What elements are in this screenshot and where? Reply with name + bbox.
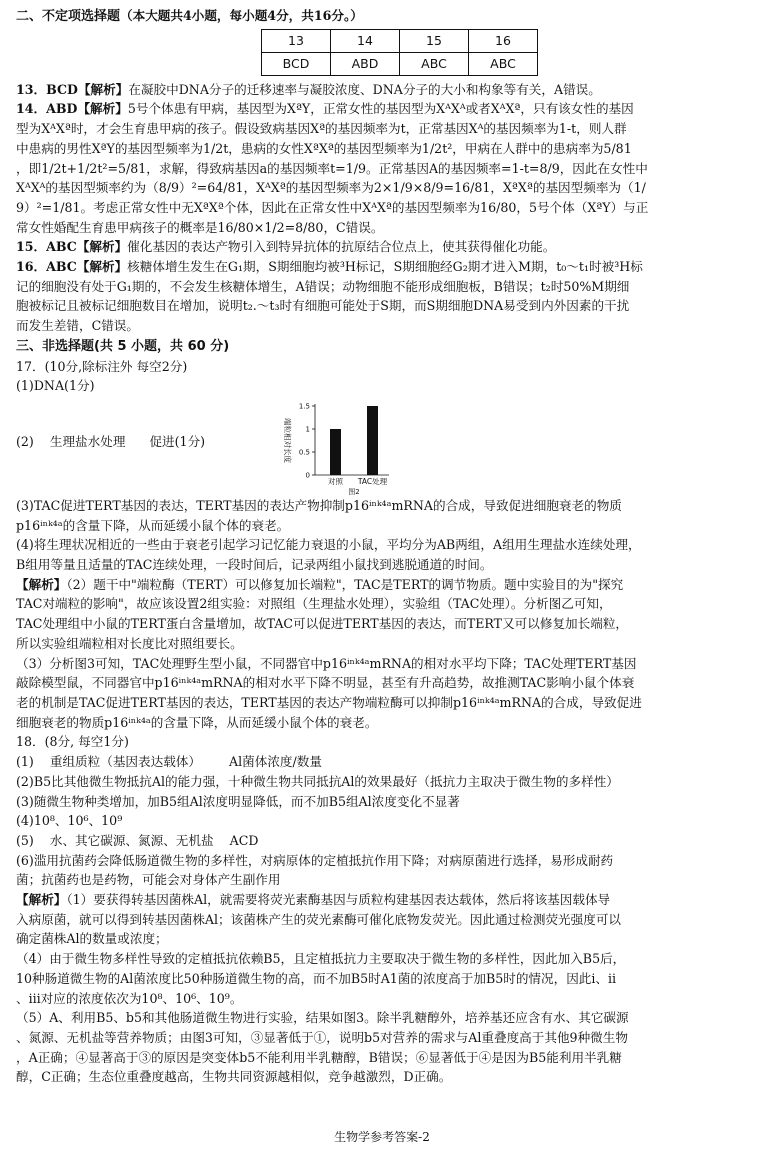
q16-line: 核糖体增生发生在G₁期，S期细胞均被³H标记，S期细胞经G₂期才进入M期，t₀～t₁时被³H标: [127, 259, 643, 275]
q14-answer: [16, 99, 752, 237]
q16-head: 16．ABC【解析】: [16, 259, 128, 275]
q17-a2-second: 促进(1分): [149, 433, 206, 449]
q14-line: ，即1/2t+1/2t²=5/81，求解，得致病基因a的基因频率t=1/9。正常基因A的基因频率=1-t=8/9，因此在女性中: [16, 160, 648, 176]
q17-exp-line: 敲除模型鼠，不同器官中p16ⁱⁿᵏ⁴ᵃmRNA的相对水平下降不明显，甚至有升高趋势，故推测TAC影响小鼠个体衰: [16, 675, 635, 691]
q17-header: 17．(10分,除标注外 每空2分): [16, 358, 188, 374]
q13-head: 13．BCD【解析】: [16, 81, 129, 97]
q17-a4-line: (4)将生理状况相近的一些由于衰老引起学习记忆能力衰退的小鼠，平均分为AB两组，A组用生理盐水连续处理，: [16, 537, 641, 553]
q18-a6-line: 菌；抗菌药也是药物，可能会对身体产生副作用: [16, 872, 281, 888]
q14-head: 14．ABD【解析】: [16, 101, 128, 117]
q18-a1-number: (1): [16, 754, 34, 770]
x-tick-label: TAC处理: [357, 476, 388, 486]
q17-exp-line: （3）分析图3可知，TAC处理野生型小鼠，不同器官中p16ⁱⁿᵏ⁴ᵃmRNA的相对水平均下降；TAC处理TERT基因: [16, 655, 637, 671]
q14-line: 常女性婚配生育患甲病孩子的概率是16/80×1/2=8/80，C错误。: [16, 219, 384, 235]
q18-exp-line: 确定菌株Al的数量或浓度；: [16, 931, 168, 947]
q18-answer-3: (3)随微生物种类增加，加B5组Al浓度明显降低，而不加B5组Al浓度变化不显著: [16, 793, 460, 809]
q16-answer: [16, 257, 752, 336]
q15-text: 催化基因的表达产物引入到特异抗体的抗原结合位点上，使其获得催化功能。: [127, 239, 556, 255]
text-line: [16, 575, 752, 595]
q13-answer: [16, 80, 752, 100]
q17-a2-number: (2): [16, 433, 34, 449]
q18-header: 18．(8分, 每空1分): [16, 734, 129, 750]
bar-chart: [271, 398, 431, 496]
q18-a5-first: 水、其它碳源、氮源、无机盐: [49, 832, 214, 848]
table-answer-cell: ABD: [331, 52, 400, 75]
chart-plot-area: [283, 402, 389, 496]
section3-heading: [16, 336, 752, 357]
section2-note: （本大题共4小题，每小题4分，共16分。）: [120, 8, 363, 23]
q18-exp-line: （5）A、利用B5、b5和其他肠道微生物进行实验，结果如图3。除半乳糖醇外，培养基还应含有水、其它碳源: [16, 1010, 629, 1026]
q14-line: 型为XᴬXª时，才会生育患甲病的孩子。假设致病基因Xª的基因频率为t，正常基因Xᴬ的基因频率为1-t，则人群: [16, 121, 627, 137]
q18-exp-line: 10种肠道微生物的Al菌浓度比50种肠道微生物的高，而不加B5时A1菌的浓度高于加B5时的情况，因此ⅰ、ⅱ: [16, 970, 617, 986]
table-header-cell: 14: [331, 29, 400, 52]
table-header-cell: 13: [262, 29, 331, 52]
bar: [330, 429, 341, 475]
q18-answer-4: (4)10⁸、10⁶、10⁹: [16, 813, 123, 829]
q17-answer-4: [16, 535, 752, 574]
q18-answer-2: (2)B5比其他微生物抵抗Al的能力强，十种微生物共同抵抗Al的效果最好（抵抗力主取决于微生物的多样性）: [16, 773, 619, 789]
q14-line: XᴬXᴬ的基因型频率约为（8/9）²=64/81，XᴬXª的基因型频率为2×1/9×8/9=16/81，XªXª的基因型频率为（1/: [16, 180, 646, 196]
q14-line: 9）²=1/81。考虑正常女性中无XªXª个体，因此在正常女性中XᴬXª的基因型频率为16/80，5号个体（XªY）与正: [16, 199, 649, 215]
q16-line: 而发生差错，C错误。: [16, 318, 139, 334]
table-answer-cell: ABC: [469, 52, 538, 75]
q18-answer-6: [16, 851, 752, 890]
x-tick-label: 对照: [328, 476, 343, 486]
q18-exp-line: 醇，C正确；生态位重叠度越高，生物共同资源越相似，竞争越激烈，D正确。: [16, 1069, 452, 1085]
q18-answer-1: [16, 752, 752, 772]
q18-exp-line: 、氮源、无机盐等营养物质；由图3可知，③显著低于①，说明b5对营养的需求与Al重叠度高于其他9种微生物: [16, 1029, 628, 1045]
table-header-cell: 15: [400, 29, 469, 52]
q17-exp-line: 老的机制是TAC促进TERT基因的表达，TERT基因的表达产物端粒酶可以抑制p16ⁱⁿᵏ⁴ᵃmRNA的合成，导致促进: [16, 694, 642, 710]
q17-explanation: [16, 575, 752, 733]
q18-answer-5: [16, 831, 752, 851]
q18-exp-line: （1）要获得转基因菌株Al，就需要将荧光素酶基因与质粒构建基因表达载体，然后将该基因载体导: [66, 892, 611, 908]
q18-explanation: [16, 890, 752, 1087]
y-tick-label: 1: [305, 425, 310, 434]
q16-line: 胞被标记且被标记细胞数目在增加，说明t₂.～t₃时有细胞可能处于S期，而S期细胞DNA易受到内外因素的干扰: [16, 298, 630, 314]
q18-a1-second: Al菌体浓度/数量: [229, 754, 322, 770]
answer-table-answer-row: [262, 52, 538, 75]
q15-head: 15．ABC【解析】: [16, 239, 128, 255]
q17-answer-2-row: [16, 396, 752, 496]
q17-exp-head: 【解析】: [16, 576, 67, 592]
q17-a3-line: p16ⁱⁿᵏ⁴ᵃ的含量下降，从而延缓小鼠个体的衰老。: [16, 517, 290, 533]
q17-answer-2: [16, 432, 205, 452]
q16-line: 记的细胞没有处于G₁期的，不会发生核糖体增生，A错误；动物细胞不能形成细胞板，B错误；t₂时50%M期细: [16, 278, 630, 294]
q17-a2-first: 生理盐水处理: [49, 433, 126, 449]
y-tick-label: 0.5: [298, 448, 310, 457]
q17-exp-line: TAC对端粒的影响"，故应该设置2组实验：对照组（生理盐水处理），实验组（TAC处理）。分析图乙可知，: [16, 596, 612, 612]
q18-exp-line: 、ⅲ对应的浓度依次为10⁸、10⁶、10⁹。: [16, 990, 243, 1006]
q13-text: 在凝胶中DNA分子的迁移速率与凝胶浓度、DNA分子的大小和构象等有关，A错误。: [128, 81, 601, 97]
q18-exp-head: 【解析】: [16, 892, 67, 908]
q17-answer-1: (1)DNA(1分): [16, 378, 95, 394]
answer-page: [16, 6, 752, 1087]
q18-exp-line: 入病原菌，就可以得到转基因菌株Al；该菌株产生的荧光素酶可催化底物发荧光。因此通过检测荧光强度可以: [16, 911, 622, 927]
q18-exp-line: （4）由于微生物多样性导致的定植抵抗依赖B5，且定植抵抗力主要取决于微生物的多样性，因此加入B5后，: [16, 951, 626, 967]
y-tick-label: 0: [305, 471, 310, 480]
q17-exp-line: 细胞衰老的物质p16ⁱⁿᵏ⁴ᵃ的含量下降，从而延缓小鼠个体的衰老。: [16, 714, 378, 730]
q18-exp-line: ，A正确；④显著高于③的原因是突变体b5不能利用半乳糖醇，B错误；⑥显著低于④是因为B5能利用半乳糖: [16, 1049, 622, 1065]
y-tick-label: 1.5: [298, 402, 310, 411]
text-line: [16, 257, 752, 277]
q17-exp-line: （2）题干中"端粒酶（TERT）可以修复加长端粒"，TAC是TERT的调节物质。题中实验目的为"探究: [66, 576, 624, 592]
y-axis-label: 端粒相对长度: [283, 417, 292, 463]
chart-caption: 图2: [348, 487, 360, 496]
q17-answer-3: [16, 496, 752, 535]
q17-a4-line: B组用等量且适量的TAC连续处理，一段时间后，记录两组小鼠找到逃脱通道的时间。: [16, 557, 493, 573]
table-header-cell: 16: [469, 29, 538, 52]
q18-a5-second: ACD: [229, 832, 259, 848]
text-line: [16, 99, 752, 119]
q14-line: 中患病的男性XªY的基因型频率为1/2t，患病的女性XªXª的基因型频率为1/2t²，甲病在人群中的患病率为5/81: [16, 140, 632, 156]
bar: [367, 406, 378, 475]
section2-heading: [16, 6, 752, 27]
table-answer-cell: BCD: [262, 52, 331, 75]
text-line: [16, 890, 752, 910]
q15-answer: [16, 237, 752, 257]
q14-line: 5号个体患有甲病，基因型为XªY，正常女性的基因型为XᴬXᴬ或者XᴬXª，只有该女性的基因: [127, 101, 634, 117]
page-footer: 生物学参考答案-2: [334, 1130, 430, 1144]
section3-title: 三、非选择题: [16, 338, 95, 354]
answer-table-header-row: [262, 29, 538, 52]
q17-exp-line: 所以实验组端粒相对长度比对照组要长。: [16, 635, 243, 651]
table-answer-cell: ABC: [400, 52, 469, 75]
q18-a6-line: (6)滥用抗菌药会降低肠道微生物的多样性，对病原体的定植抵抗作用下降；对病原菌进行选择，易形成耐药: [16, 852, 614, 868]
q17-a3-line: (3)TAC促进TERT基因的表达，TERT基因的表达产物抑制p16ⁱⁿᵏ⁴ᵃmRNA的合成，导致促进细胞衰老的物质: [16, 497, 622, 513]
q18-a5-number: (5): [16, 832, 34, 848]
answer-table: [261, 29, 538, 76]
q18-a1-first: 重组质粒（基因表达载体）: [49, 754, 201, 770]
section3-note: (共 5 小题，共 60 分): [94, 338, 230, 354]
q17-exp-line: TAC处理组中小鼠的TERT蛋白含量增加，故TAC可以促进TERT基因的表达，而TERT又可以修复加长端粒，: [16, 616, 629, 632]
section2-title: 二、不定项选择题: [16, 9, 121, 24]
